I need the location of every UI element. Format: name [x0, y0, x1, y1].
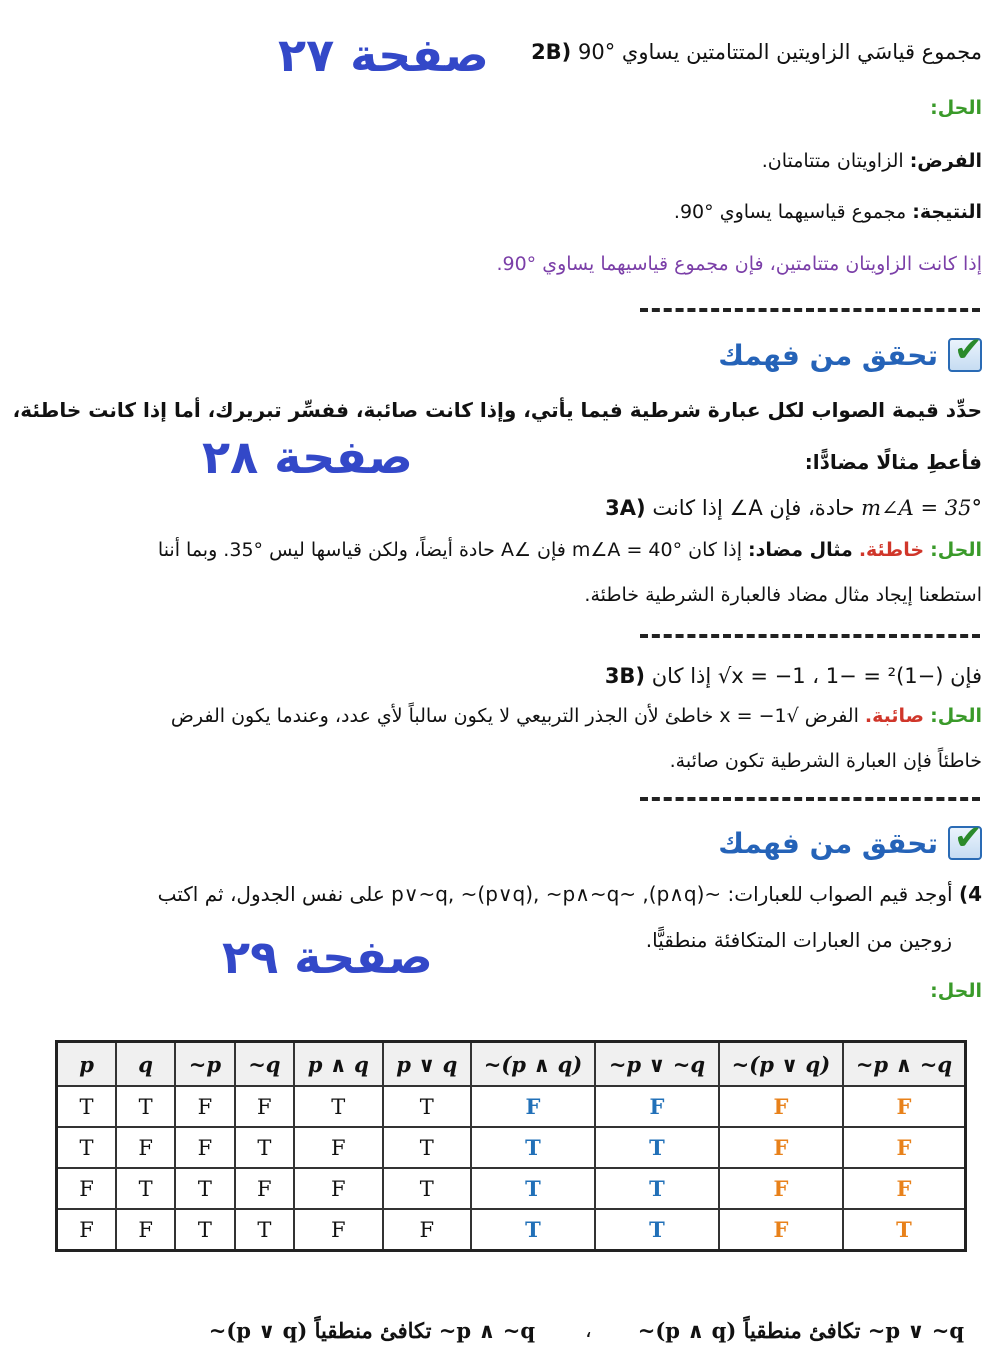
check-understanding-title: تحقق من فهمك — [718, 826, 938, 860]
table-cell: T — [57, 1127, 117, 1168]
column-header: p ∨ q — [383, 1042, 471, 1087]
check-understanding-header — [718, 338, 982, 372]
table-cell: T — [294, 1086, 382, 1127]
q3a-number: 3A) — [605, 496, 646, 520]
column-header: ~p ∨ ~q — [595, 1042, 719, 1087]
table-cell: T — [843, 1209, 966, 1251]
table-body — [57, 1086, 966, 1251]
q4-text: أوجد قيم الصواب للعبارات: ~(p∧q), ~p∨~q, ~(p∨q), ~p∧~q على نفس الجدول، ثم اكتب — [157, 882, 953, 906]
table-cell: T — [235, 1127, 294, 1168]
table-cell: F — [719, 1086, 843, 1127]
table-cell: F — [595, 1086, 719, 1127]
q3b-number: 3B) — [604, 664, 646, 688]
table-cell: F — [843, 1168, 966, 1209]
table-cell: F — [175, 1086, 234, 1127]
table-cell: F — [471, 1086, 595, 1127]
table-cell: T — [175, 1209, 234, 1251]
page-label-28: صفحة ٢٨ — [202, 430, 413, 484]
column-header: ~q — [235, 1042, 294, 1087]
q3b-solution-label: الحل: — [930, 705, 982, 727]
q4-solution-label: الحل: — [930, 980, 982, 1002]
q3a-statement — [605, 496, 982, 520]
page-label-27: صفحة ٢٧ — [278, 28, 489, 82]
column-header: q — [116, 1042, 175, 1087]
table-cell: F — [235, 1086, 294, 1127]
column-header: ~p — [175, 1042, 234, 1087]
table-cell: T — [57, 1086, 117, 1127]
table-cell: F — [235, 1168, 294, 1209]
column-header: p ∧ q — [294, 1042, 382, 1087]
q3b-text: إذا كان √x = −1 ، فإن (−1)² = −1 — [651, 664, 982, 688]
column-header: ~p ∧ ~q — [843, 1042, 966, 1087]
table-row — [57, 1209, 966, 1251]
q2b-conclusion — [674, 201, 982, 223]
table-cell: T — [595, 1127, 719, 1168]
q4-number: 4) — [958, 882, 982, 906]
table-cell: F — [57, 1168, 117, 1209]
q2b-solution-label: الحل: — [930, 97, 982, 119]
q3a-verdict: خاطئة. — [858, 539, 925, 561]
q4-line2: زوجين من العبارات المتكافئة منطقيًّا. — [645, 928, 952, 952]
table-cell: F — [57, 1209, 117, 1251]
hypothesis-text: الزاويتان متتامتان. — [761, 150, 904, 172]
divider — [640, 308, 980, 312]
conclusion-label: النتيجة: — [912, 201, 982, 223]
q3a-math: m∠A = 35° — [861, 496, 982, 520]
check-understanding-title: تحقق من فهمك — [718, 338, 938, 372]
q3a-solution-label: الحل: — [930, 539, 982, 561]
q4-line1 — [158, 882, 982, 906]
truth-table — [55, 1040, 967, 1252]
column-header: ~(p ∨ q) — [719, 1042, 843, 1087]
table-cell: T — [116, 1168, 175, 1209]
q2b-statement — [531, 40, 982, 64]
q2b-number: 2B) — [531, 40, 572, 64]
q2b-conditional: إذا كانت الزاويتان متتامتين، فإن مجموع قياسيهما يساوي °90. — [496, 253, 982, 275]
hypothesis-label: الفرض: — [909, 150, 982, 172]
check-understanding-header — [718, 826, 982, 860]
q3a-text: إذا كانت ∠A حادة، فإن — [652, 496, 855, 520]
q3b-solution-line2: خاطئاً فإن العبارة الشرطية تكون صائبة. — [669, 750, 982, 772]
table-cell: T — [175, 1168, 234, 1209]
table-cell: T — [595, 1209, 719, 1251]
column-header: ~(p ∧ q) — [471, 1042, 595, 1087]
divider — [640, 634, 980, 638]
table-cell: F — [383, 1209, 471, 1251]
table-cell: F — [719, 1127, 843, 1168]
page-label-29: صفحة ٢٩ — [222, 930, 433, 984]
equivalence-left: ~(p ∨ q) تكافئ منطقياً ~p ∧ ~q — [208, 1318, 535, 1343]
table-cell: F — [719, 1209, 843, 1251]
divider — [640, 797, 980, 801]
table-cell: T — [471, 1209, 595, 1251]
table-row — [57, 1127, 966, 1168]
q2b-hypothesis — [762, 150, 982, 172]
instructions-line1: حدِّد قيمة الصواب لكل عبارة شرطية فيما يأتي، وإذا كانت صائبة، ففسِّر تبريرك، أما إذا كانت خاطئة، — [12, 398, 982, 422]
table-cell: F — [175, 1127, 234, 1168]
equivalence-right: ~(p ∧ q) تكافئ منطقياً ~p ∨ ~q — [637, 1318, 964, 1343]
q3b-verdict: صائبة. — [864, 705, 925, 727]
table-cell: F — [294, 1127, 382, 1168]
column-header: p — [57, 1042, 117, 1087]
table-cell: T — [471, 1168, 595, 1209]
table-cell: T — [383, 1127, 471, 1168]
q3a-solution-line2: استطعنا إيجاد مثال مضاد فالعبارة الشرطية خاطئة. — [584, 584, 982, 606]
q2b-text: مجموع قياسَي الزاويتين المتتامتين يساوي °90 — [577, 40, 982, 64]
table-cell: T — [235, 1209, 294, 1251]
table-cell: F — [843, 1127, 966, 1168]
counterexample-label: مثال مضاد: — [748, 539, 853, 561]
table-cell: F — [294, 1168, 382, 1209]
table-cell: T — [471, 1127, 595, 1168]
q3a-solution-line1 — [158, 539, 982, 561]
table-cell: F — [843, 1086, 966, 1127]
instructions-line2: فأعطِ مثالًا مضادًّا: — [804, 450, 982, 474]
table-cell: T — [383, 1168, 471, 1209]
table-cell: T — [595, 1168, 719, 1209]
checkbox-icon — [948, 826, 982, 860]
table-row — [57, 1168, 966, 1209]
table-cell: F — [116, 1209, 175, 1251]
table-cell: T — [116, 1086, 175, 1127]
conclusion-text: مجموع قياسيهما يساوي °90. — [673, 201, 907, 223]
table-cell: T — [383, 1086, 471, 1127]
table-cell: F — [294, 1209, 382, 1251]
q3a-solution-text: إذا كان m∠A = 40° فإن ∠A حادة أيضاً، ولكن قياسها ليس °35. وبما أننا — [157, 539, 742, 561]
q3b-solution-text: الفرض √x = −1 خاطئ لأن الجذر التربيعي لا يكون سالباً لأي عدد، وعندما يكون الفرض — [170, 705, 859, 727]
table-row — [57, 1086, 966, 1127]
table-cell: F — [719, 1168, 843, 1209]
q3b-statement — [605, 664, 982, 688]
equivalence-separator: ، — [585, 1318, 592, 1342]
q3b-solution-line1 — [171, 705, 982, 727]
checkbox-icon — [948, 338, 982, 372]
table-header-row — [57, 1042, 966, 1087]
table-cell: F — [116, 1127, 175, 1168]
